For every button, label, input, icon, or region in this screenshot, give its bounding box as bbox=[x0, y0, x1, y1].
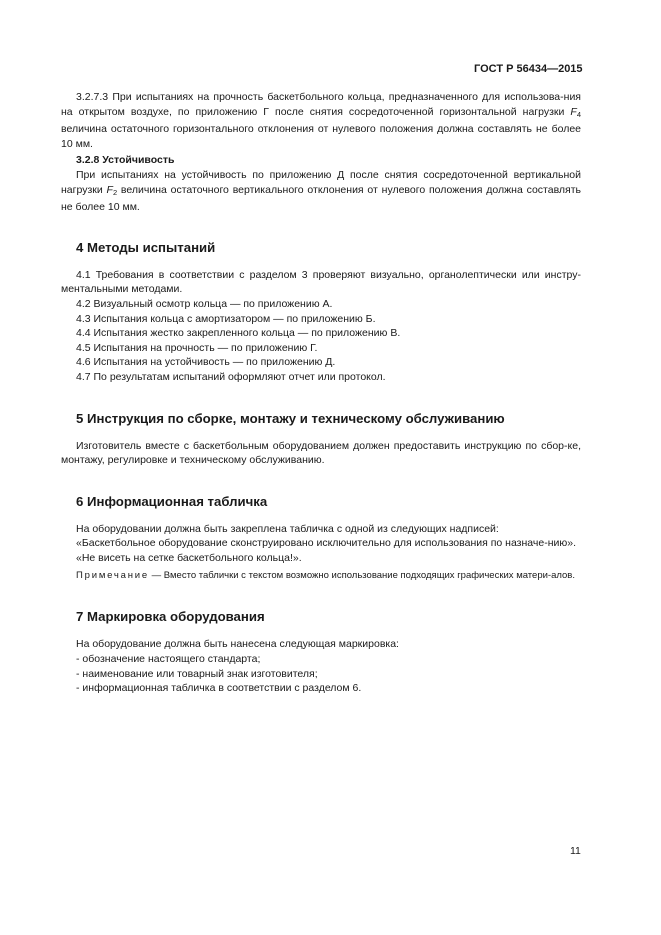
sign-text-2: «Не висеть на сетке баскетбольного кольца!». bbox=[76, 551, 302, 564]
clause-4-1: 4.1 Требования в соответствии с разделом 3 проверяют визуально, органолептически или инстру-ментальными методами. bbox=[61, 268, 581, 296]
list-item: - информационная табличка в соответствии с разделом 6. bbox=[76, 682, 362, 695]
note bbox=[61, 569, 581, 583]
force-symbol: F bbox=[106, 183, 113, 196]
section-5-text: Изготовитель вместе с баскетбольным оборудованием должен предоставить инструкцию по сбор-ке, монтажу, регулировке и техническому обслуживанию. bbox=[61, 439, 581, 467]
section-6-text: На оборудовании должна быть закреплена табличка с одной из следующих надписей: bbox=[76, 522, 499, 535]
clause-4-7: 4.7 По результатам испытаний оформляют отчет или протокол. bbox=[76, 370, 386, 383]
document-body bbox=[61, 90, 581, 696]
clause-4-5: 4.5 Испытания на прочность — по приложению Г. bbox=[76, 341, 318, 354]
section-4-title: 4 Методы испытаний bbox=[76, 239, 216, 255]
section-7-text: На оборудование должна быть нанесена следующая маркировка: bbox=[76, 638, 399, 651]
section-5-title: 5 Инструкция по сборке, монтажу и техническому обслуживанию bbox=[76, 410, 505, 426]
clause-4-3: 4.3 Испытания кольца с амортизатором — по приложению Б. bbox=[76, 312, 376, 325]
clause-4-6: 4.6 Испытания на устойчивость — по приложению Д. bbox=[76, 356, 336, 369]
force-subscript: 4 bbox=[576, 109, 581, 119]
note-text: Вместо таблички с текстом возможно использование подходящих графических матери-алов. bbox=[163, 570, 575, 582]
clause-text: величина остаточного вертикального отклонения от нулевого положения должна составлять не более 10 мм. bbox=[61, 183, 582, 214]
list-item: - обозначение настоящего стандарта; bbox=[76, 653, 261, 666]
sign-text-1: «Баскетбольное оборудование сконструировано исключительно для использования по назначе-нию». bbox=[76, 537, 577, 550]
clause-text: 3.2.7.3 При испытаниях на прочность баскетбольного кольца, предназначенного для использова-ния на открытом воздухе, по приложению Г после снятия сосредоточенной горизонтальной нагрузки bbox=[61, 91, 581, 118]
clause-4-4: 4.4 Испытания жестко закрепленного кольца — по приложению В. bbox=[76, 327, 401, 340]
clause-3-2-7-3 bbox=[61, 90, 581, 151]
note-dash: — bbox=[149, 570, 164, 582]
force-symbol: F bbox=[570, 105, 577, 118]
clause-text: При испытаниях на устойчивость по приложению Д после снятия сосредоточенной вертикальной нагрузки bbox=[61, 168, 581, 196]
list-item: - наименование или товарный знак изготовителя; bbox=[76, 667, 318, 680]
page-number: 11 bbox=[570, 845, 581, 857]
clause-text: величина остаточного горизонтального отклонения от нулевого положения должна составлять не более 10 мм. bbox=[61, 123, 581, 150]
force-subscript: 2 bbox=[112, 187, 118, 197]
section-7-title: 7 Маркировка оборудования bbox=[76, 609, 265, 625]
clause-3-2-8-heading: 3.2.8 Устойчивость bbox=[76, 154, 175, 167]
standard-code-header: ГОСТ Р 56434—2015 bbox=[474, 63, 583, 75]
clause-4-2: 4.2 Визуальный осмотр кольца — по приложению А. bbox=[76, 297, 333, 310]
section-6-title: 6 Информационная табличка bbox=[76, 493, 268, 509]
note-label: Примечание bbox=[76, 570, 149, 582]
clause-3-2-8 bbox=[61, 168, 581, 215]
